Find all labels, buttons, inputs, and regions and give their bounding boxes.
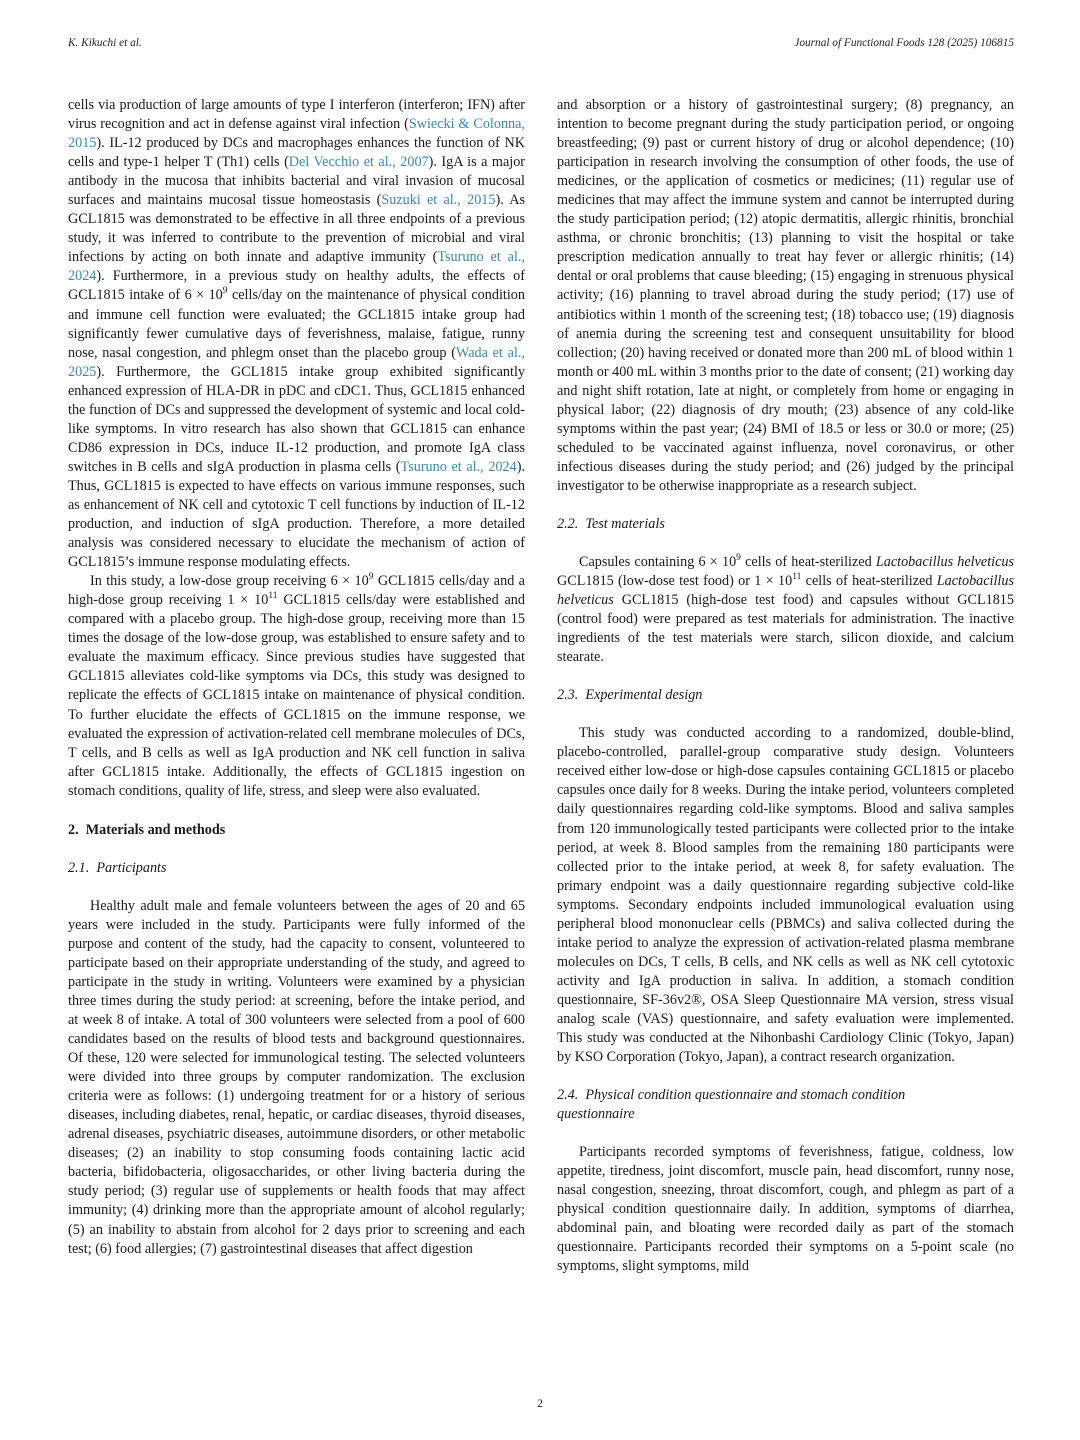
superscript: 11 <box>792 572 802 583</box>
header-authors: K. Kikuchi et al. <box>68 37 142 49</box>
species-name: Lactobacillus helveticus <box>875 553 1015 570</box>
text-run: ). IgA is a major antibody in the mucosa that inhibits bacterial and viral invasion of mucosal surfaces and maintains mucosal tissue homeostasis ( <box>68 154 526 209</box>
text-run: ). Thus, GCL1815 is expected to have effects on various immune responses, such as enhancement of NK cell and cytotoxic T cell functions by induction of IL-12 production, and induction of sIgA production. Therefore, a more detailed analysis was considered necessary to elucidate the mechanism of action of GCL1815’s immune response modulating effects. <box>68 458 525 571</box>
text-run: GCL1815 (high-dose test food) and capsules without GCL1815 (control food) were prepared as test materials for administration. The inactive ingredients of the test materials were starch, silicon dioxide, and calcium stearate. <box>557 592 1014 666</box>
paragraph-intro-continued <box>68 96 525 572</box>
superscript: 9 <box>736 552 741 563</box>
citation-link[interactable]: Suzuki et al., 2015 <box>381 192 496 209</box>
left-column <box>68 96 525 1259</box>
citation-link[interactable]: Tsuruno et al., 2024 <box>400 458 517 475</box>
superscript: 9 <box>368 572 374 583</box>
subsection-heading-test-materials: 2.2. Test materials <box>557 515 665 532</box>
paragraph-exclusion-continued: and absorption or a history of gastrointestinal surgery; (8) pregnancy, an intention to become pregnant during the study participation period, or ongoing breastfeeding; (9) past or current history of drug or alcohol dependence; (10) participation in research involving the consumption of other foods, the use of medicines, or the application of cosmetics or medicines; (11) regular use of medicines that may affect the immune system and cannot be interrupted during the study participation period; (12) atopic dermatitis, allergic rhinitis, bronchial asthma, or chronic bronchitis; (13) planning to visit the hospital or take prescription medication annually to treat hay fever or allergic rhinitis; (14) dental or oral problems that cause bleeding; (15) engaging in strenuous physical activity; (16) planning to travel abroad during the study period; (17) use of antibiotics within 1 month of the screening test; (18) tobacco use; (19) diagnosis of anemia during the screening test and consequent unsuitability for blood collection; (20) having received or donated more than 200 mL of blood within 1 month or 400 mL within 3 months prior to the date of consent; (21) working day and night shift rotation, late at night, or completely from home or engaging in physical labor; (22) diagnosis of dry mouth; (23) absence of any cold-like symptoms within the past year; (24) BMI of 18.5 or less or 30.0 or more; (25) scheduled to be vaccinated against influenza, novel coronavirus, or other infectious diseases during the study period; and (26) judged by the principal investigator to be otherwise inappropriate as a research subject. <box>557 97 1014 494</box>
subsection-heading-participants: 2.1. Participants <box>68 859 167 876</box>
text-run: ). As GCL1815 was demonstrated to be effective in all three endpoints of a previous study, it was inferred to contribute to the prevention of microbial and viral infections by acting on both innate and adaptive immunity ( <box>68 192 525 266</box>
running-header <box>68 37 1014 53</box>
text-run: GCL1815 cells/day were established and compared with a placebo group. The high-dose group, receiving more than 15 times the dosage of the low-dose group, was established to ensure safety and to evaluate the maximum efficacy. Since previous studies have suggested that GCL1815 alleviates cold-like symptoms via DCs, this study was designed to replicate the effects of GCL1815 intake on maintenance of physical condition. To further elucidate the effects of GCL1815 on the immune response, we evaluated the expression of activation-related cell membrane molecules of DCs, T cells, and B cells as well as IgA production and NK cell function in saliva after GCL1815 intake. Additionally, the effects of GCL1815 ingestion on stomach conditions, quality of life, stress, and sleep were also evaluated. <box>68 592 525 799</box>
text-run: cells/day on the maintenance of physical condition and immune cell function were evaluated; the GCL1815 intake group had significantly fewer cumulative days of feverishness, malaise, fatigue, runny nose, nasal congestion, and phlegm onset than the placebo group ( <box>68 287 525 361</box>
text-run: cells of heat-sterilized <box>801 573 937 590</box>
right-column <box>557 96 1014 1276</box>
paragraph-experimental-design: This study was conducted according to a randomized, double-blind, placebo-controlled, parallel-group comparative study design. Volunteers received either low-dose or high-dose capsules containing GCL1815 or placebo capsules once daily for 8 weeks. During the intake period, volunteers completed daily questionnaires regarding cold-like symptoms. Blood and saliva samples from 120 immunologically tested participants were collected prior to the intake period, at week 8. Blood samples from the remaining 180 participants were collected prior to the intake period, at week 8, for safety evaluation. The primary endpoint was a daily questionnaire regarding subjective cold-like symptoms. Secondary endpoints included immunological evaluation using peripheral blood mononuclear cells (PBMCs) and saliva collected during the intake period to analyze the expression of activation-related plasma membrane molecules on DCs, T cells, B cells, and NK cells as well as NK cell cytotoxic activity and IgA production in saliva. In addition, a stomach condition questionnaire, SF-36v2®, OSA Sleep Questionnaire MA version, stress visual analog scale (VAS) questionnaire, and safety evaluation were implemented. This study was conducted at the Nihonbashi Cardiology Clinic (Tokyo, Japan) by KSO Corporation (Tokyo, Japan), a contract research organization. <box>557 725 1014 1066</box>
page-number: 2 <box>537 1398 543 1410</box>
paragraph-test-materials <box>557 553 1014 667</box>
citation-link[interactable]: Del Vecchio et al., 2007 <box>288 154 429 171</box>
paragraph-study-aim <box>68 572 525 801</box>
text-run: In this study, a low-dose group receiving 6 × 10 <box>90 573 369 590</box>
text-run: ). Furthermore, in a previous study on healthy adults, the effects of GCL1815 intake of 6 × 10 <box>68 268 525 304</box>
text-run: cells via production of large amounts of type I interferon (interferon; IFN) after virus recognition and act in defense against viral infection ( <box>68 97 525 133</box>
section-heading-materials-methods: 2. Materials and methods <box>68 821 226 838</box>
citation-link[interactable]: Wada et al., 2025 <box>68 344 525 380</box>
superscript: 11 <box>268 591 278 602</box>
paragraph-participants: Healthy adult male and female volunteers between the ages of 20 and 65 years were included in the study. Participants were fully informed of the purpose and content of the study, had the capacity to consent, volunteered to participate based on their appropriate understanding of the study, and agreed to participate in the study in writing. Volunteers were examined by a physician three times during the study period: at screening, before the intake period, and at week 8 of intake. A total of 300 volunteers were selected from a pool of 600 candidates based on the results of blood tests and background questionnaires. Of these, 120 were selected for immunological testing. The selected volunteers were divided into three groups by computer randomization. The exclusion criteria were as follows: (1) undergoing treatment for or a history of serious diseases, including diabetes, renal, hepatic, or cardiac diseases, thyroid diseases, adrenal diseases, psychiatric diseases, autoimmune disorders, or other metabolic diseases; (2) an inability to stop consuming foods containing lactic acid bacteria, bifidobacteria, oligosaccharides, or other living bacteria during the study period; (3) regular use of supplements or health foods that may affect immunity; (4) drinking more than the appropriate amount of alcohol regularly; (5) an inability to abstain from alcohol for 2 days prior to screening and each test; (6) food allergies; (7) gastrointestinal diseases that affect digestion <box>68 897 525 1257</box>
text-run: Capsules containing 6 × 10 <box>579 553 737 570</box>
citation-link[interactable]: Tsuruno et al., 2024 <box>68 249 525 285</box>
header-journal: Journal of Functional Foods 128 (2025) 106815 <box>794 37 1014 49</box>
subsection-heading-questionnaires: 2.4. Physical condition questionnaire and stomach condition questionnaire <box>557 1087 909 1123</box>
paragraph-questionnaires: Participants recorded symptoms of feverishness, fatigue, coldness, low appetite, tiredness, joint discomfort, muscle pain, head discomfort, runny nose, nasal congestion, sneezing, throat discomfort, cough, and phlegm as part of a physical condition questionnaire daily. In addition, symptoms of diarrhea, abdominal pain, and bloating were recorded daily as part of the stomach questionnaire. Participants recorded their symptoms on a 5-point scale (no symptoms, slight symptoms, mild <box>557 1144 1014 1275</box>
subsection-heading-experimental-design: 2.3. Experimental design <box>557 687 703 704</box>
text-run: GCL1815 cells/day and a high-dose group receiving 1 × 10 <box>68 573 525 609</box>
text-run: ). Furthermore, the GCL1815 intake group exhibited significantly enhanced expression of HLA-DR in pDC and cDC1. Thus, GCL1815 enhanced the function of DCs and suppressed the development of systemic and local cold-like symptoms. In vitro research has also shown that GCL1815 can enhance CD86 expression in DCs, induce IL-12 production, and promote IgA class switches in B cells and sIgA production in plasma cells ( <box>68 363 525 475</box>
text-run: GCL1815 (low-dose test food) or 1 × 10 <box>557 573 793 590</box>
citation-link[interactable]: Swiecki & Colonna, 2015 <box>68 116 525 152</box>
text-run: ). IL-12 produced by DCs and macrophages enhances the function of NK cells and type-1 helper T (Th1) cells ( <box>68 135 525 171</box>
species-name: Lactobacillus helveticus <box>557 573 1014 609</box>
superscript: 9 <box>222 286 228 297</box>
text-run: cells of heat-sterilized <box>740 553 876 570</box>
